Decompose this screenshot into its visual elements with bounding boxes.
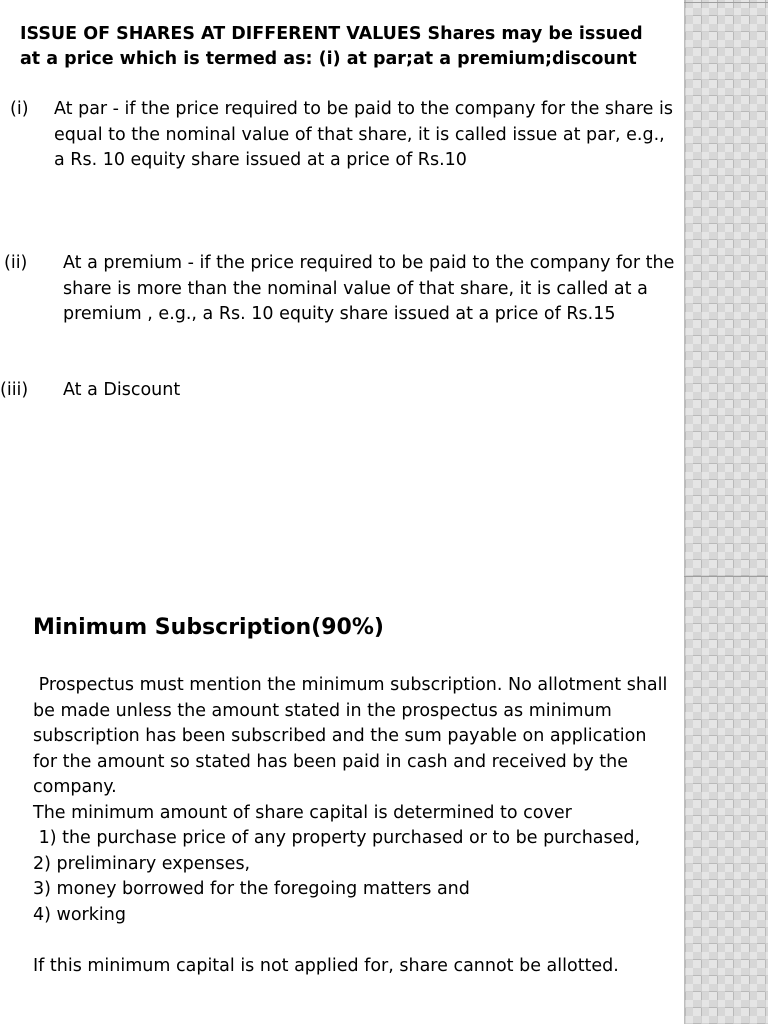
minimum-subscription-heading: Minimum Subscription(90%): [33, 615, 384, 640]
list-item: 1) the purchase price of any property purchased or to be purchased,: [33, 828, 641, 848]
item-text-discount: At a Discount: [63, 380, 181, 400]
minimum-subscription-body: [33, 673, 673, 979]
decorative-side-pattern: [684, 0, 768, 1024]
issue-of-shares-title: ISSUE OF SHARES AT DIFFERENT VALUES Shares may be issued at a price which is termed as: (i) at par;at a premium;discount: [20, 24, 643, 69]
side-divider: [684, 2, 768, 3]
item-marker-discount: (iii): [0, 380, 29, 400]
list-item: 3) money borrowed for the foregoing matters and: [33, 879, 470, 899]
minimum-subscription-paragraph: Prospectus must mention the minimum subscription. No allotment shall be made unless the amount stated in the prospectus as minimum subscription has been subscribed and the sum payable on application for the amount so stated has been paid in cash and received by the company.: [33, 675, 673, 797]
list-item: 4) working: [33, 904, 126, 925]
closing-statement: If this minimum capital is not applied for, share cannot be allotted.: [33, 955, 619, 976]
minimum-capital-intro: The minimum amount of share capital is determined to cover: [33, 802, 572, 823]
spacer: [33, 928, 673, 954]
list-item: 2) preliminary expenses,: [33, 853, 251, 874]
item-marker-par: (i): [10, 99, 29, 119]
item-text-par: At par - if the price required to be paid to the company for the share is equal to the nominal value of that share, it is called issue at par, e.g., a Rs. 10 equity share issued at a price of Rs.10: [54, 99, 673, 170]
item-text-premium: At a premium - if the price required to be paid to the company for the share is more than the nominal value of that share, it is called at a premium , e.g., a Rs. 10 equity share issued at a price of Rs.15: [63, 253, 675, 324]
item-marker-premium: (ii): [4, 253, 28, 273]
side-divider: [684, 576, 768, 577]
